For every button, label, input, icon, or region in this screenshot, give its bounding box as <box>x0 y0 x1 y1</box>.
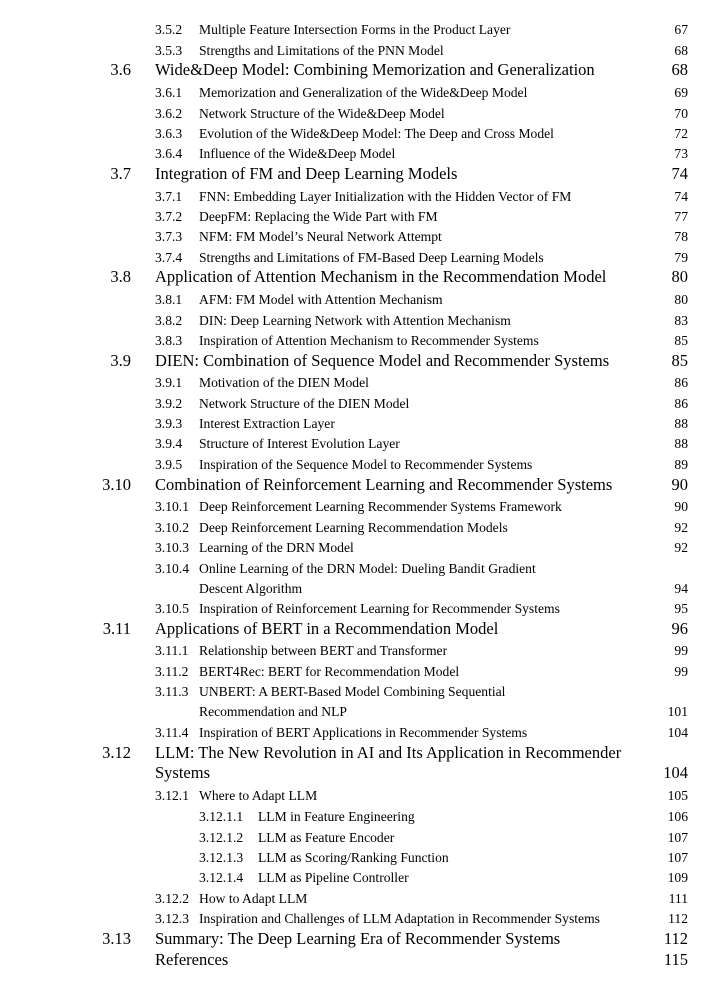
toc-entry-page: 83 <box>674 313 688 328</box>
toc-entry-title: Inspiration of the Sequence Model to Recommender Systems <box>199 457 533 472</box>
toc-entry-title: LLM as Pipeline Controller <box>258 870 409 885</box>
toc-entry-number: 3.6 <box>110 60 131 79</box>
toc-entry-number: 3.10.5 <box>155 601 189 616</box>
toc-entry-page: 96 <box>671 619 688 638</box>
toc-entry-title: DeepFM: Replacing the Wide Part with FM <box>199 209 438 224</box>
toc-entry-number: 3.5.3 <box>155 43 183 58</box>
toc-entry-page: 68 <box>674 43 688 58</box>
toc-entry-title: DIEN: Combination of Sequence Model and Recommender Systems <box>155 351 610 370</box>
toc-entry-number: 3.12.3 <box>155 911 189 926</box>
toc-entry-number: 3.8.1 <box>155 292 183 307</box>
toc-entry-title: Where to Adapt LLM <box>199 788 318 803</box>
toc-entry-number: 3.6.1 <box>155 85 183 100</box>
toc-entry-number: 3.10.2 <box>155 520 189 535</box>
toc-entry-title: DIN: Deep Learning Network with Attention Mechanism <box>199 313 511 328</box>
toc-entry-number: 3.10 <box>102 475 131 494</box>
toc-entry-number: 3.6.3 <box>155 126 183 141</box>
toc-entry-number: 3.10.3 <box>155 540 189 555</box>
toc-entry-title: Applications of BERT in a Recommendation Model <box>155 619 499 638</box>
toc-entry-title: Network Structure of the DIEN Model <box>199 396 410 411</box>
toc-entry-title: Combination of Reinforcement Learning and Recommender Systems <box>155 475 613 494</box>
toc-entry-number: 3.8 <box>110 267 131 286</box>
toc-entry-number: 3.11.1 <box>155 643 189 658</box>
toc-entry-page: 86 <box>674 396 688 411</box>
toc-entry-page: 104 <box>667 725 688 740</box>
toc-entry-title: Strengths and Limitations of the PNN Model <box>199 43 444 58</box>
toc-entry-number: 3.7 <box>110 164 131 183</box>
toc-entry-number: 3.11.4 <box>155 725 189 740</box>
toc-entry-title: References <box>155 950 229 969</box>
toc-entry-number: 3.11 <box>102 619 131 638</box>
toc-entry-title: Structure of Interest Evolution Layer <box>199 436 400 451</box>
toc-entry-title: Interest Extraction Layer <box>199 416 335 431</box>
toc-entry-page: 85 <box>671 351 688 370</box>
toc-entry-title: Inspiration of Attention Mechanism to Recommender Systems <box>199 333 539 348</box>
toc-entry-number: 3.6.2 <box>155 106 183 121</box>
toc-entry-page: 80 <box>674 292 688 307</box>
toc-entry-title: Online Learning of the DRN Model: Dueling Bandit Gradient <box>199 561 536 576</box>
toc-entry-page: 68 <box>671 60 688 79</box>
toc-entry-title: LLM in Feature Engineering <box>258 809 415 824</box>
toc-entry-number: 3.5.2 <box>155 22 183 37</box>
toc-entry-title: NFM: FM Model’s Neural Network Attempt <box>199 229 442 244</box>
toc-entry-page: 69 <box>674 85 688 100</box>
toc-entry-title: Inspiration of BERT Applications in Recommender Systems <box>199 725 528 740</box>
toc-entry-title: Influence of the Wide&Deep Model <box>199 146 396 161</box>
toc-entry-number: 3.7.1 <box>155 189 183 204</box>
toc-entry-title: Deep Reinforcement Learning Recommender Systems Framework <box>199 499 562 514</box>
toc-entry-title: Strengths and Limitations of FM-Based Deep Learning Models <box>199 250 544 265</box>
toc-entry-number: 3.11.3 <box>155 684 189 699</box>
toc-entry-page: 85 <box>674 333 688 348</box>
toc-entry-title: LLM: The New Revolution in AI and Its Application in Recommender <box>155 743 622 762</box>
toc-entry-title-continuation: Systems <box>155 763 211 782</box>
toc-entry-title: FNN: Embedding Layer Initialization with the Hidden Vector of FM <box>199 189 572 204</box>
toc-entry-number: 3.7.2 <box>155 209 183 224</box>
toc-entry-page: 107 <box>667 830 688 845</box>
toc-entry-page: 67 <box>674 22 688 37</box>
toc-entry-number: 3.12.1.1 <box>199 809 244 824</box>
toc-entry-number: 3.9.5 <box>155 457 183 472</box>
toc-entry-page: 79 <box>674 250 688 265</box>
toc-entry-page: 105 <box>667 788 688 803</box>
toc-entry-page: 90 <box>674 499 688 514</box>
toc-entry-title: Wide&Deep Model: Combining Memorization and Generalization <box>155 60 595 79</box>
toc-entry-number: 3.9 <box>110 351 131 370</box>
toc-entry-title: AFM: FM Model with Attention Mechanism <box>199 292 443 307</box>
toc-entry-page: 89 <box>674 457 688 472</box>
toc-entry-page: 95 <box>674 601 688 616</box>
toc-entry-title: Multiple Feature Intersection Forms in the Product Layer <box>199 22 511 37</box>
toc-entry-title: Motivation of the DIEN Model <box>199 375 369 390</box>
toc-entry-title: Integration of FM and Deep Learning Models <box>155 164 458 183</box>
toc-entry-number: 3.9.3 <box>155 416 183 431</box>
toc-entry-number: 3.12.1.4 <box>199 870 244 885</box>
toc-entry-title: Application of Attention Mechanism in the Recommendation Model <box>155 267 607 286</box>
toc-entry-number: 3.12.2 <box>155 891 189 906</box>
toc-entry-title: Relationship between BERT and Transformer <box>199 643 448 658</box>
toc-entry-page: 99 <box>674 643 688 658</box>
toc-entry-title: Deep Reinforcement Learning Recommendation Models <box>199 520 508 535</box>
toc-entry-number: 3.12 <box>102 743 131 762</box>
toc-entry-title: Evolution of the Wide&Deep Model: The Deep and Cross Model <box>199 126 554 141</box>
toc-entry-page: 88 <box>674 436 688 451</box>
toc-entry-page: 80 <box>671 267 688 286</box>
toc-entry-page: 109 <box>667 870 688 885</box>
toc-entry-page: 104 <box>663 763 688 782</box>
toc-entry-number: 3.9.1 <box>155 375 183 390</box>
toc-entry-number: 3.12.1.3 <box>199 850 244 865</box>
toc-entry-page: 74 <box>674 189 688 204</box>
toc-entry-number: 3.9.4 <box>155 436 183 451</box>
toc-entry-page: 107 <box>667 850 688 865</box>
toc-entry-page: 101 <box>667 704 688 719</box>
toc-entry-title: Network Structure of the Wide&Deep Model <box>199 106 445 121</box>
toc-entry-page: 99 <box>674 664 688 679</box>
toc-entry-title: Learning of the DRN Model <box>199 540 354 555</box>
toc-entry-page: 92 <box>674 540 688 555</box>
toc-entry-number: 3.10.1 <box>155 499 189 514</box>
toc-entry-title: LLM as Feature Encoder <box>258 830 395 845</box>
toc-entry-title: BERT4Rec: BERT for Recommendation Model <box>199 664 460 679</box>
toc-entry-page: 111 <box>668 891 688 906</box>
toc-entry-page: 94 <box>674 581 688 596</box>
toc-entry-page: 88 <box>674 416 688 431</box>
toc-entry-number: 3.11.2 <box>155 664 189 679</box>
toc-entry-page: 70 <box>674 106 688 121</box>
toc-entry-title: Memorization and Generalization of the Wide&Deep Model <box>199 85 528 100</box>
toc-entry-page: 90 <box>671 475 688 494</box>
toc-entry-page: 112 <box>663 929 688 948</box>
toc-entry-number: 3.9.2 <box>155 396 183 411</box>
toc-entry-page: 77 <box>674 209 688 224</box>
toc-entry-page: 115 <box>663 950 688 969</box>
toc-entry-title-continuation: Descent Algorithm <box>199 581 303 596</box>
toc-entry-number: 3.7.3 <box>155 229 183 244</box>
toc-entry-page: 78 <box>674 229 688 244</box>
toc-entry-page: 73 <box>674 146 688 161</box>
toc-entry-number: 3.10.4 <box>155 561 189 576</box>
toc-entry-title: Inspiration of Reinforcement Learning for Recommender Systems <box>199 601 560 616</box>
toc-entry-page: 86 <box>674 375 688 390</box>
toc-entry-number: 3.8.3 <box>155 333 183 348</box>
toc-entry-page: 92 <box>674 520 688 535</box>
toc-entry-page: 72 <box>674 126 688 141</box>
toc-entry-number: 3.6.4 <box>155 146 183 161</box>
toc-entry-number: 3.12.1 <box>155 788 189 803</box>
toc-entry-page: 74 <box>671 164 688 183</box>
toc-entry-title: Summary: The Deep Learning Era of Recommender Systems <box>155 929 561 948</box>
toc-entry-title-continuation: Recommendation and NLP <box>199 704 347 719</box>
toc-entry-title: Inspiration and Challenges of LLM Adaptation in Recommender Systems <box>199 911 600 926</box>
toc-entry-number: 3.13 <box>102 929 131 948</box>
toc-entry-page: 112 <box>668 911 688 926</box>
toc-entry-title: UNBERT: A BERT-Based Model Combining Sequential <box>199 684 506 699</box>
toc-entry-title: How to Adapt LLM <box>199 891 308 906</box>
toc-entry-title: LLM as Scoring/Ranking Function <box>258 850 449 865</box>
toc-entry-number: 3.8.2 <box>155 313 183 328</box>
toc-entry-number: 3.7.4 <box>155 250 183 265</box>
toc-entry-page: 106 <box>667 809 688 824</box>
toc-entry-number: 3.12.1.2 <box>199 830 244 845</box>
